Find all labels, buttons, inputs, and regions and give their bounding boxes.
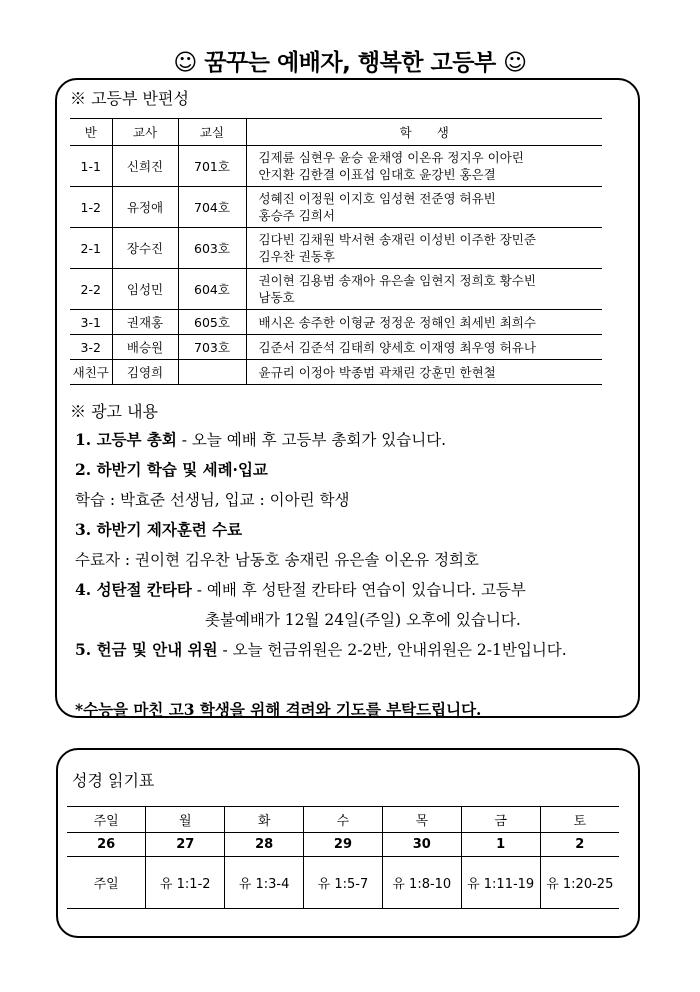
bible-section-label: 성경 읽기표 [72, 771, 155, 790]
ad-item-4-text: - 예배 후 성탄절 칸타타 연습이 있습니다. 고등부 [191, 581, 526, 599]
bible-dates-row [67, 833, 619, 857]
student-list [246, 335, 602, 360]
ad-item-5-title: 5. 헌금 및 안내 위원 [75, 640, 218, 659]
class-table-header [70, 119, 602, 146]
class-row [70, 269, 602, 310]
room-number [178, 360, 246, 385]
class-row [70, 187, 602, 228]
class-name: 1-1 [70, 146, 112, 187]
class-section-label: ※ 고등부 반편성 [70, 89, 189, 108]
teacher-name: 유정애 [112, 187, 178, 228]
room-number: 604호 [178, 269, 246, 310]
bible-reading: 유 1:8-10 [382, 857, 461, 909]
teacher-name: 권재홍 [112, 310, 178, 335]
class-table [70, 118, 602, 385]
class-row [70, 335, 602, 360]
bible-date: 2 [540, 833, 619, 857]
bible-day: 금 [461, 807, 540, 833]
ad-item-5-text: - 오늘 헌금위원은 2-2반, 안내위원은 2-1반입니다. [217, 641, 567, 659]
bible-readings-row [67, 857, 619, 909]
student-line: 권이현 김용범 송재아 유은솔 임현지 정희호 황수빈 [258, 273, 536, 288]
bible-reading: 유 1:20-25 [540, 857, 619, 909]
ad-item-1 [75, 428, 446, 450]
bible-reading: 유 1:5-7 [304, 857, 383, 909]
class-name: 1-2 [70, 187, 112, 228]
bible-days-row [67, 807, 619, 833]
bible-date: 1 [461, 833, 540, 857]
ad-item-3-detail: 수료자 : 권이현 김우찬 남동호 송재린 유은솔 이온유 정희호 [75, 551, 479, 569]
room-number: 701호 [178, 146, 246, 187]
teacher-name: 배승원 [112, 335, 178, 360]
page-title: ☺ 꿈꾸는 예배자, 행복한 고등부 ☺ [173, 50, 527, 76]
class-row [70, 228, 602, 269]
bible-day: 목 [382, 807, 461, 833]
teacher-name: 임성민 [112, 269, 178, 310]
room-number: 704호 [178, 187, 246, 228]
ad-item-2-title: 2. 하반기 학습 및 세례·입교 [75, 460, 268, 479]
bible-reading: 유 1:1-2 [146, 857, 225, 909]
student-list [246, 187, 602, 228]
header-class: 반 [70, 119, 112, 146]
bible-reading: 유 1:3-4 [225, 857, 304, 909]
bible-day: 토 [540, 807, 619, 833]
ad-item-3-title: 3. 하반기 제자훈련 수료 [75, 520, 243, 539]
student-line: 남동호 [258, 290, 295, 305]
bible-day: 화 [225, 807, 304, 833]
ad-item-1-text: - 오늘 예배 후 고등부 총회가 있습니다. [176, 431, 447, 449]
class-name: 2-1 [70, 228, 112, 269]
ad-item-2-detail: 학습 : 박효준 선생님, 입교 : 이아린 학생 [75, 491, 350, 509]
student-line: 배시온 송주한 이형균 정정운 정해인 최세빈 최희수 [258, 314, 536, 330]
header-teacher: 교사 [112, 119, 178, 146]
student-line: 김준서 김준석 김태희 양세호 이재영 최우영 허유나 [258, 339, 536, 355]
class-row [70, 360, 602, 385]
header-room: 교실 [178, 119, 246, 146]
ad-item-3 [75, 518, 242, 540]
teacher-name: 장수진 [112, 228, 178, 269]
header-students: 학 생 [246, 119, 602, 146]
room-number: 605호 [178, 310, 246, 335]
student-line: 안지환 김한결 이표섭 임대호 윤강빈 홍은결 [258, 167, 496, 182]
class-name: 3-1 [70, 310, 112, 335]
class-name: 3-2 [70, 335, 112, 360]
bible-day: 주일 [67, 807, 146, 833]
class-name: 새친구 [70, 360, 112, 385]
bible-reading: 주일 [67, 857, 146, 909]
bible-date: 27 [146, 833, 225, 857]
student-line: 김우찬 권동후 [258, 249, 335, 264]
ads-section-label: ※ 광고 내용 [70, 402, 158, 421]
bible-date: 26 [67, 833, 146, 857]
ad-item-4 [75, 578, 526, 600]
student-list [246, 228, 602, 269]
prayer-note: *수능을 마친 고3 학생을 위해 격려와 기도를 부탁드립니다. [75, 700, 482, 719]
student-line: 김다빈 김채원 박서현 송재린 이성빈 이주한 장민준 [258, 232, 536, 247]
ad-item-4-title: 4. 성탄절 칸타타 [75, 580, 192, 599]
bible-date: 30 [382, 833, 461, 857]
student-line: 성혜진 이정원 이지호 임성현 전준영 허유빈 [258, 191, 496, 206]
student-line: 윤규리 이정아 박종범 곽채린 강훈민 한현철 [258, 364, 496, 380]
student-list [246, 146, 602, 187]
ad-item-2 [75, 458, 268, 480]
ad-item-5 [75, 638, 567, 660]
student-line: 김제륜 심현우 윤승 윤채영 이온유 정지우 이아린 [258, 150, 524, 165]
class-name: 2-2 [70, 269, 112, 310]
bible-date: 28 [225, 833, 304, 857]
teacher-name: 김영희 [112, 360, 178, 385]
bible-reading: 유 1:11-19 [461, 857, 540, 909]
ad-item-1-title: 1. 고등부 총회 [75, 430, 177, 449]
bible-day: 월 [146, 807, 225, 833]
student-line: 홍승주 김희서 [258, 208, 335, 223]
room-number: 703호 [178, 335, 246, 360]
student-list [246, 269, 602, 310]
student-list [246, 360, 602, 385]
class-row [70, 146, 602, 187]
ad-item-4-text-continued: 촛불예배가 12월 24일(주일) 오후에 있습니다. [205, 611, 521, 629]
room-number: 603호 [178, 228, 246, 269]
bible-date: 29 [304, 833, 383, 857]
bible-day: 수 [304, 807, 383, 833]
bible-reading-table [67, 806, 619, 909]
teacher-name: 신희진 [112, 146, 178, 187]
class-row [70, 310, 602, 335]
student-list [246, 310, 602, 335]
